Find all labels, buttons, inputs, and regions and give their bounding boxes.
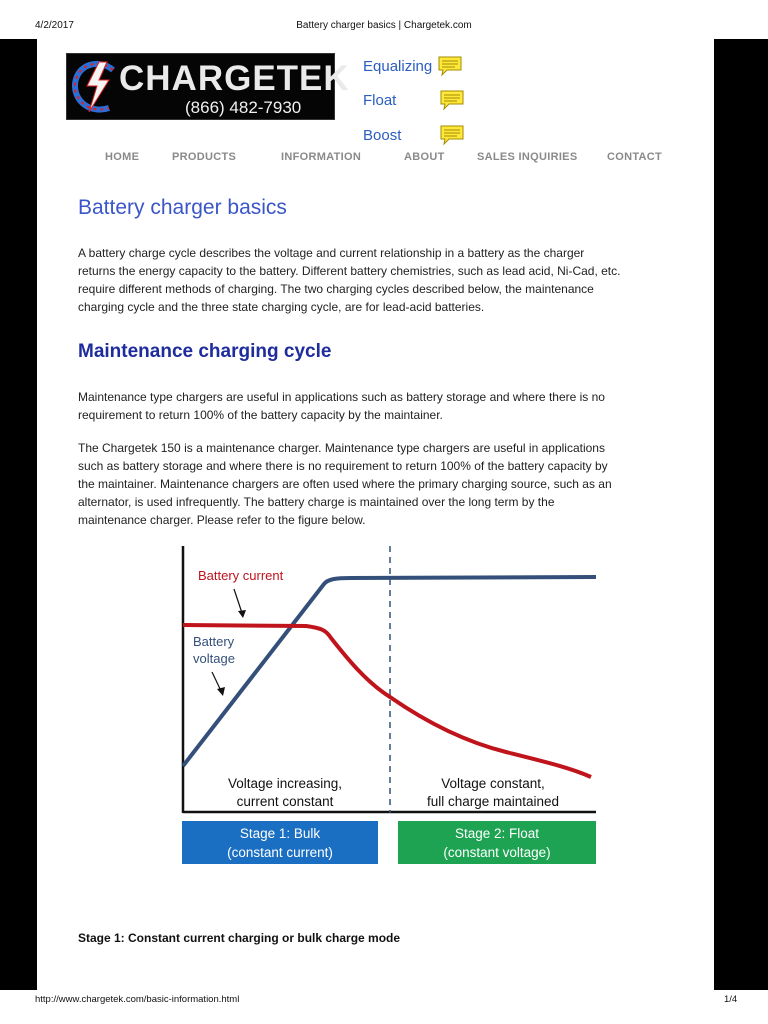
current-curve xyxy=(183,625,591,777)
nav-products[interactable]: PRODUCTS xyxy=(172,151,237,163)
nav-information[interactable]: INFORMATION xyxy=(281,151,362,163)
text-line: alternator, is used infrequently. The battery charge is maintained over the long term by the xyxy=(78,495,555,509)
battery-voltage-label-2: voltage xyxy=(193,651,235,666)
text-line: charging cycle and the three state charging cycle, are for lead-acid batteries. xyxy=(78,300,485,314)
print-date: 4/2/2017 xyxy=(35,20,74,31)
logo-phone: (866) 482-7930 xyxy=(185,98,302,117)
stage1-bulk-box xyxy=(182,821,378,864)
charging-curve-diagram xyxy=(176,542,606,822)
quick-link-label: Boost xyxy=(363,127,402,144)
print-header xyxy=(0,0,768,36)
text-line: require different methods of charging. The two charging cycles described below, the maintenance xyxy=(78,282,594,296)
nav-about[interactable]: ABOUT xyxy=(404,151,445,163)
stage1-note-1: Voltage increasing, xyxy=(227,776,343,791)
battery-voltage-label-1: Battery xyxy=(193,634,235,649)
speech-bubble-icon xyxy=(439,89,465,111)
stage2-note-2: full charge maintained xyxy=(426,794,560,809)
quick-link-label: Equalizing xyxy=(363,58,433,75)
text-line: returns the energy capacity to the battery. Different battery chemistries, such as lead acid, Ni-Cad, etc. xyxy=(78,264,621,278)
speech-bubble-icon xyxy=(439,124,465,146)
chargetek-logo[interactable] xyxy=(66,53,350,120)
text-line: The Chargetek 150 is a maintenance charger. Maintenance type chargers are useful in applications xyxy=(78,441,605,455)
intro-paragraph xyxy=(78,244,692,316)
text-line: such as battery storage and where there is no requirement to return 100% of the battery capacity by xyxy=(78,459,608,473)
charging-cycle-figure xyxy=(176,542,606,874)
stage1-subtitle: (constant current) xyxy=(227,845,333,860)
nav-sales-inquiries[interactable]: SALES INQUIRIES xyxy=(477,151,578,163)
page-title: Battery charger basics xyxy=(78,196,287,219)
text-line: requirement to return 100% of the battery capacity by the maintainer. xyxy=(78,408,443,422)
page-url: http://www.chargetek.com/basic-information.html xyxy=(35,994,240,1005)
print-footer xyxy=(0,990,768,1024)
stage2-float-box xyxy=(398,821,596,864)
main-nav xyxy=(37,151,714,167)
nav-home[interactable]: HOME xyxy=(105,151,140,163)
battery-current-label: Battery current xyxy=(198,568,284,583)
maintenance-paragraph-1 xyxy=(78,388,692,424)
page-content xyxy=(37,39,714,990)
stage1-note-2: current constant xyxy=(236,794,334,809)
lightning-bolt-icon xyxy=(69,56,121,118)
quick-link-label: Float xyxy=(363,92,397,109)
voltage-arrow-head xyxy=(217,687,225,696)
current-arrow-head xyxy=(238,610,246,618)
stage2-note-1: Voltage constant, xyxy=(441,776,545,791)
text-line: A battery charge cycle describes the voltage and current relationship in a battery as the charger xyxy=(78,246,585,260)
page-number: 1/4 xyxy=(724,994,738,1005)
maintenance-heading: Maintenance charging cycle xyxy=(78,341,332,362)
nav-contact[interactable]: CONTACT xyxy=(607,151,663,163)
stage1-title: Stage 1: Bulk xyxy=(239,826,321,841)
page-border-left xyxy=(0,39,37,990)
logo-name: CHARGETEK xyxy=(119,59,350,98)
text-line: Maintenance type chargers are useful in applications such as battery storage and where there is no xyxy=(78,390,605,404)
text-line: maintenance charger. Please refer to the figure below. xyxy=(78,513,366,527)
stage1-heading: Stage 1: Constant current charging or bulk charge mode xyxy=(78,931,401,945)
print-title: Battery charger basics | Chargetek.com xyxy=(296,20,472,31)
maintenance-paragraph-2 xyxy=(78,439,692,529)
stage2-subtitle: (constant voltage) xyxy=(443,845,551,860)
page-border-right xyxy=(714,39,768,990)
stage2-title: Stage 2: Float xyxy=(454,826,540,841)
speech-bubble-icon xyxy=(437,55,463,77)
text-line: the maintainer. Maintenance chargers are often used where the primary charging source, such as an xyxy=(78,477,612,491)
